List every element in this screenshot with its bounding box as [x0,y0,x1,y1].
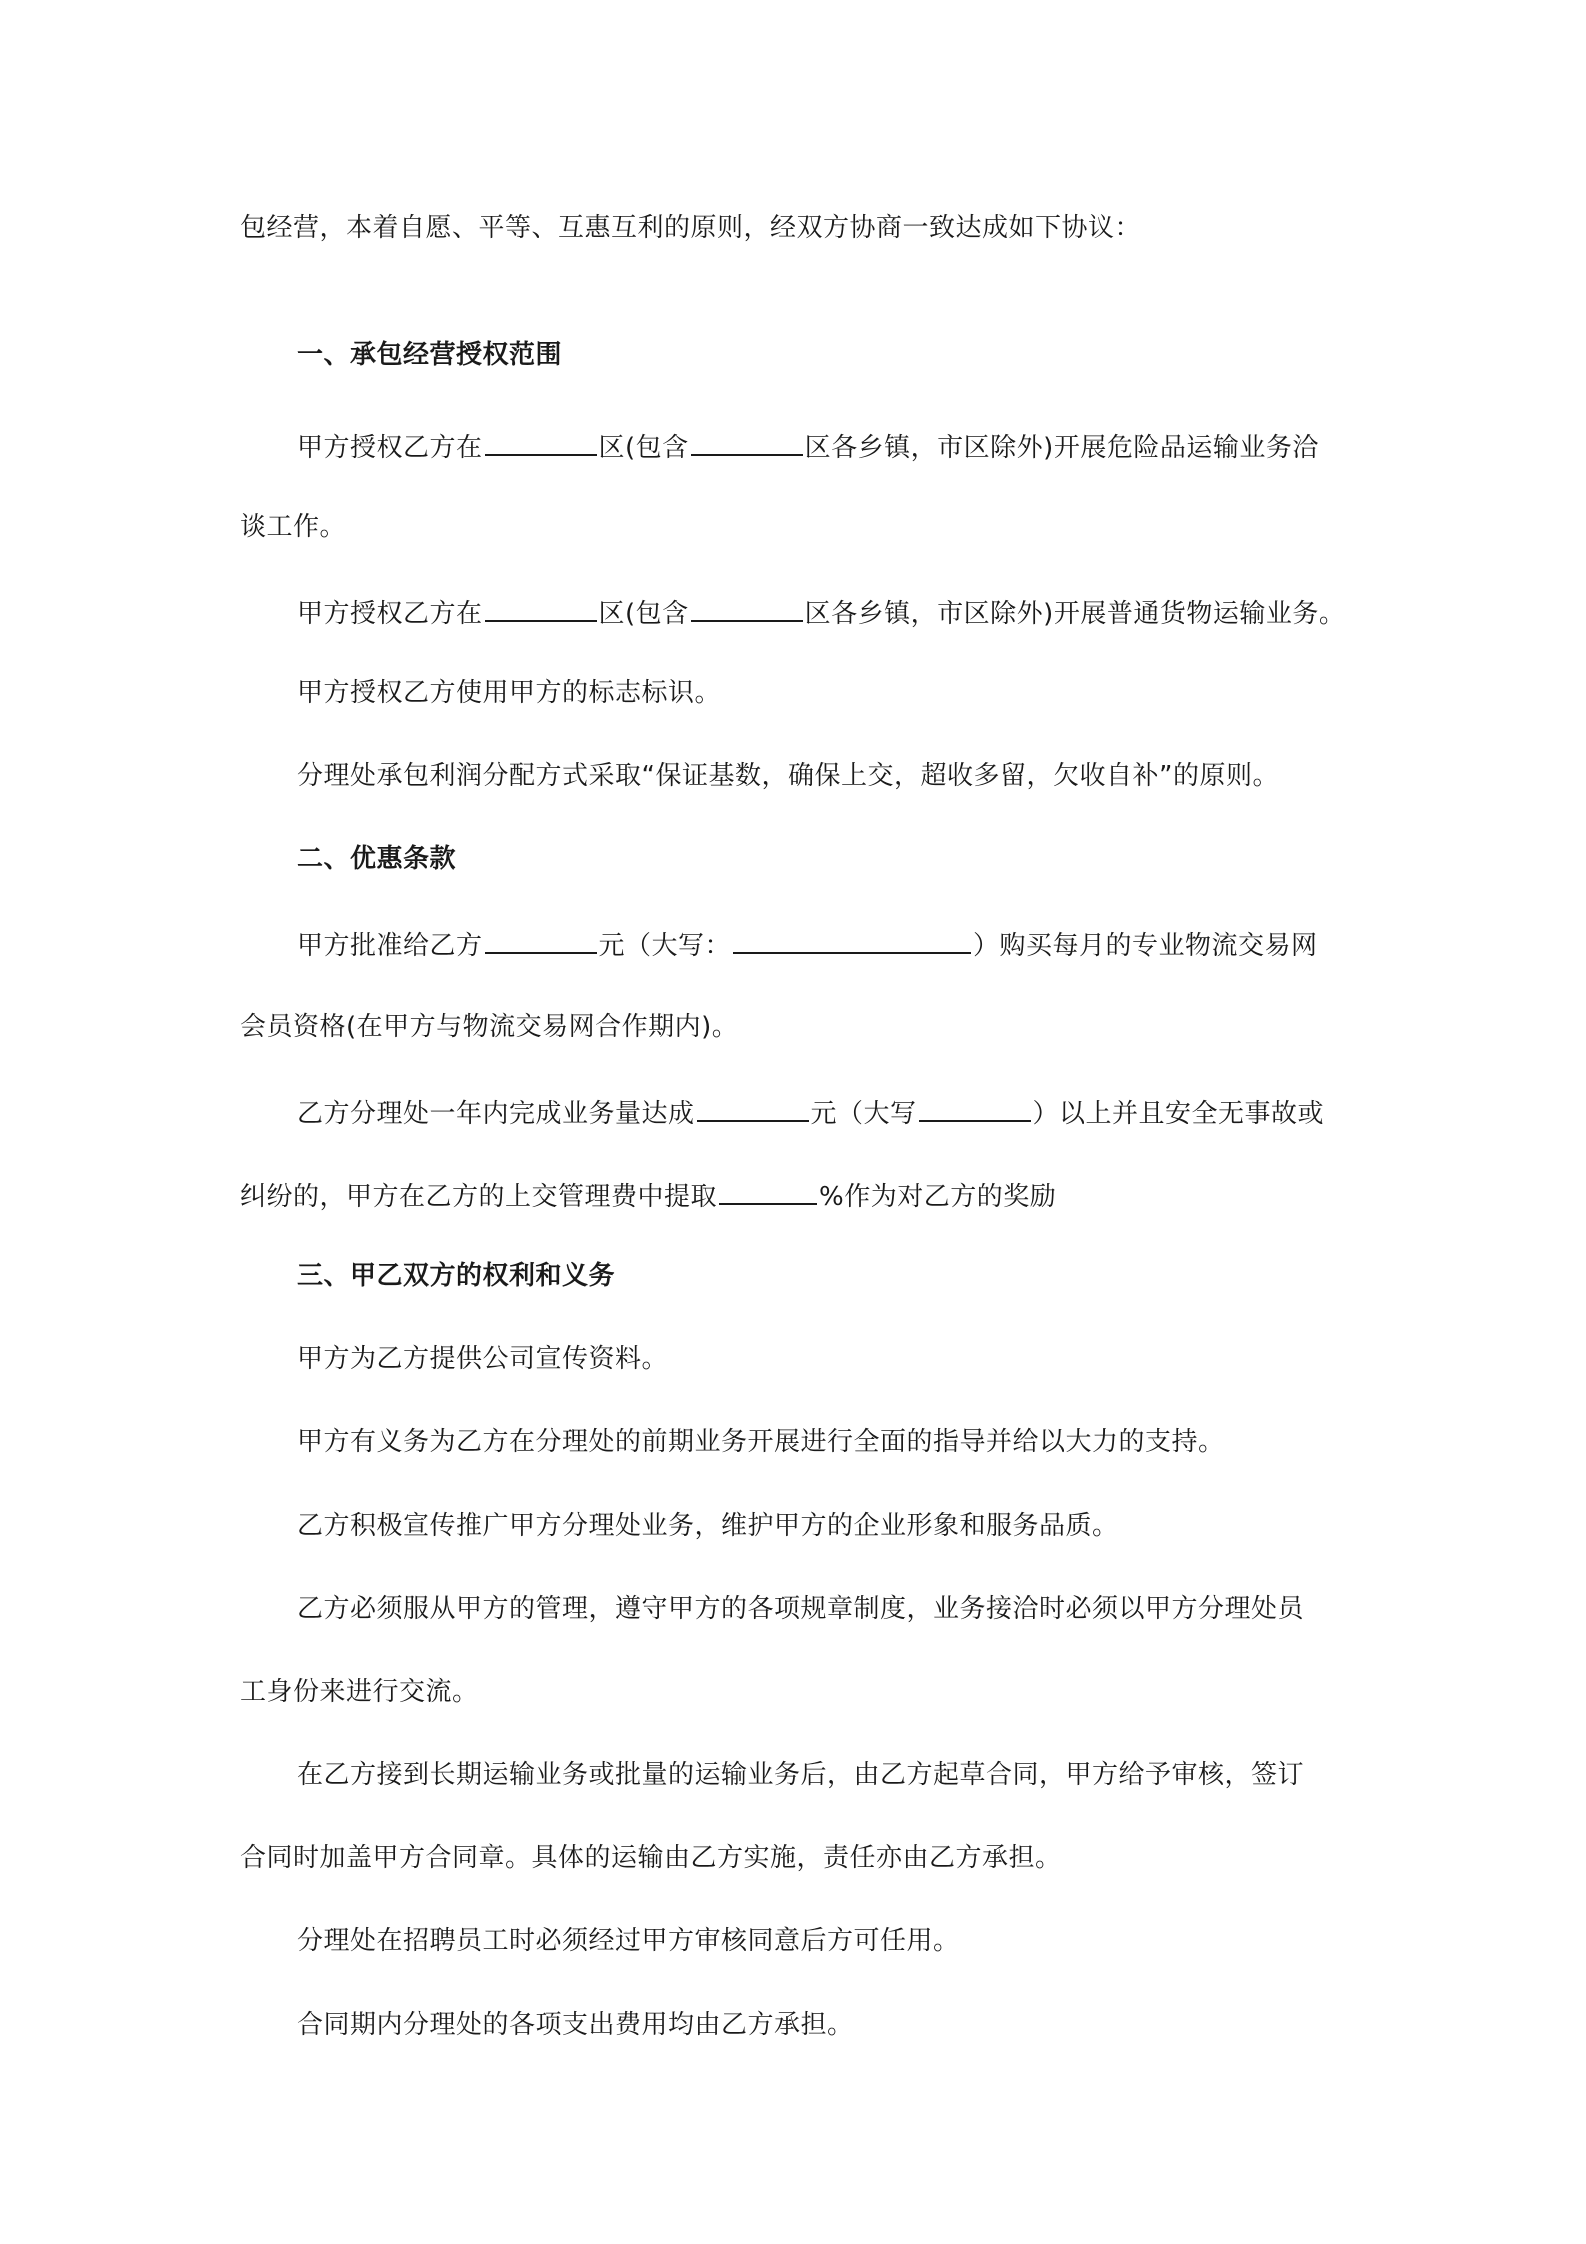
section-3-clause-4: 乙方必须服从甲方的管理，遵守甲方的各项规章制度，业务接洽时必须以甲方分理处员 [297,1594,1305,1624]
section-1-clause-3: 甲方授权乙方使用甲方的标志标识。 [297,678,722,708]
section-2-heading: 二、优惠条款 [297,844,457,874]
section-1-clause-2 [297,590,1345,634]
section-3-clause-3: 乙方积极宣传推广甲方分理处业务，维护甲方的企业形象和服务品质。 [297,1511,1119,1541]
section-3-clause-6: 分理处在招聘员工时必须经过甲方审核同意后方可任用。 [297,1926,960,1956]
section-2-clause-2 [297,1090,1324,1134]
section-1-clause-4: 分理处承包利润分配方式采取“保证基数，确保上交，超收多留，欠收自补”的原则。 [297,761,1279,791]
clause-text: ）以上并且安全无事故或 [1032,1099,1325,1129]
section-1-heading: 一、承包经营授权范围 [297,340,563,370]
fill-blank-percentage[interactable] [719,1173,817,1205]
fill-blank-amount-words[interactable] [733,922,971,954]
section-3-clause-5-cont: 合同时加盖甲方合同章。具体的运输由乙方实施，责任亦由乙方承担。 [240,1843,1062,1873]
fill-blank-subdistrict[interactable] [691,590,803,622]
section-3-heading: 三、甲乙双方的权利和义务 [297,1261,616,1291]
intro-paragraph: 包经营，本着自愿、平等、互惠互利的原则，经双方协商一致达成如下协议： [240,213,1142,243]
fill-blank-district[interactable] [485,590,597,622]
fill-blank-amount[interactable] [485,922,597,954]
section-1-clause-1 [297,424,1319,468]
section-3-clause-2: 甲方有义务为乙方在分理处的前期业务开展进行全面的指导并给以大力的支持。 [297,1427,1225,1457]
fill-blank-subdistrict[interactable] [691,424,803,456]
section-3-clause-7: 合同期内分理处的各项支出费用均由乙方承担。 [297,2010,854,2040]
clause-text: %作为对乙方的奖励 [819,1182,1057,1212]
clause-text: 区(包含 [598,433,689,463]
clause-text: 元（大写： [598,931,732,961]
clause-text: 区各乡镇，市区除外)开展危险品运输业务洽 [804,433,1319,463]
section-3-clause-4-cont: 工身份来进行交流。 [240,1677,479,1707]
clause-text: 甲方授权乙方在 [297,599,483,629]
section-3-clause-5: 在乙方接到长期运输业务或批量的运输业务后，由乙方起草合同，甲方给予审核，签订 [297,1760,1305,1790]
section-2-clause-1-cont: 会员资格(在甲方与物流交易网合作期内)。 [240,1012,739,1042]
fill-blank-volume-words[interactable] [919,1090,1031,1122]
clause-text: 区(包含 [598,599,689,629]
clause-text: ）购买每月的专业物流交易网 [973,931,1318,961]
clause-text: 甲方批准给乙方 [297,931,483,961]
clause-text: 乙方分理处一年内完成业务量达成 [297,1099,695,1129]
fill-blank-district[interactable] [485,424,597,456]
section-2-clause-2-cont [240,1173,1056,1217]
clause-text: 区各乡镇，市区除外)开展普通货物运输业务。 [804,599,1346,629]
fill-blank-volume[interactable] [697,1090,809,1122]
clause-text: 元（大写 [810,1099,917,1129]
section-3-clause-1: 甲方为乙方提供公司宣传资料。 [297,1344,669,1374]
clause-text: 甲方授权乙方在 [297,433,483,463]
clause-text: 纠纷的，甲方在乙方的上交管理费中提取 [240,1182,718,1212]
section-1-clause-1-cont: 谈工作。 [240,512,347,542]
section-2-clause-1 [297,922,1318,966]
